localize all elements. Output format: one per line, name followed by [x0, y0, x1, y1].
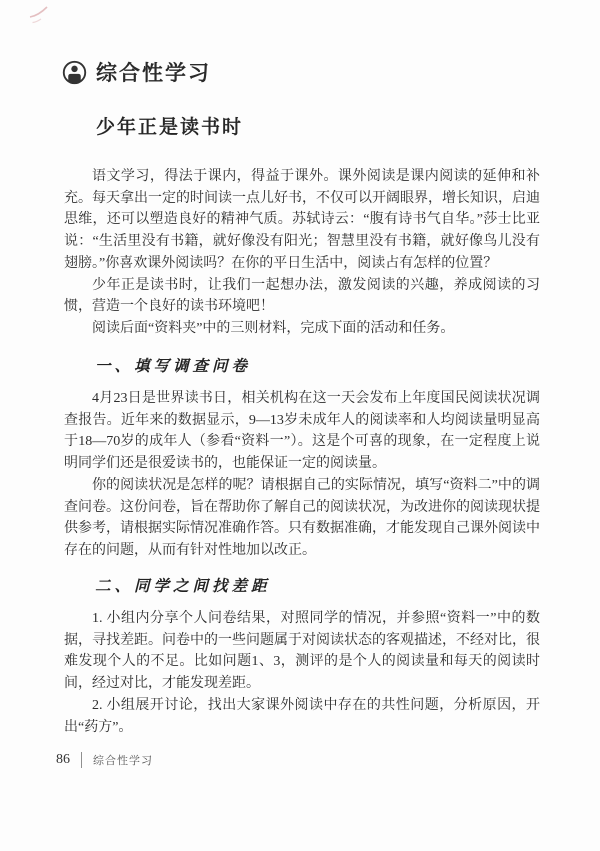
unit-header-label: 综合性学习 [96, 62, 211, 85]
page-number: 86 [56, 752, 70, 767]
red-pen-stroke-mark [26, 3, 52, 34]
intro-paragraph: 少年正是读书时，让我们一起想办法，激发阅读的兴趣，养成阅读的习惯，营造一个良好的读书环境吧！ [64, 277, 540, 315]
page-footer [56, 752, 153, 768]
section-1-heading: 一、填写调查问卷 [95, 358, 252, 375]
unit-header [62, 57, 211, 87]
section-2-list-item: 2. 小组展开讨论，找出大家课外阅读中存在的共性问题，分析原因，开出“药方”。 [64, 697, 540, 735]
page-title: 少年正是读书时 [96, 117, 244, 138]
section-1-paragraph: 你的阅读状况是怎样的呢？请根据自己的实际情况，填写“资料二”中的调查问卷。这份问卷，旨在帮助你了解自己的阅读状况，为改进你的阅读现状提供参考，请根据实际情况准确作答。只有数据准确，才能发现自己课外阅读中存在的问题，从而有针对性地加以改正。 [64, 477, 540, 558]
section-1-body [64, 388, 540, 562]
intro-paragraph: 语文学习，得法于课内，得益于课外。课外阅读是课内阅读的延伸和补充。每天拿出一定的时间读一点儿好书，不仅可以开阔眼界，增长知识，启迪思维，还可以塑造良好的精神气质。苏轼诗云：“腹有诗书气自华。”莎士比亚说：“生活里没有书籍，就好像没有阳光；智慧里没有书籍，就好像鸟儿没有翅膀。”你喜欢课外阅读吗？在你的平日生活中，阅读占有怎样的位置？ [64, 169, 540, 271]
intro-paragraph: 阅读后面“资料夹”中的三则材料，完成下面的活动和任务。 [92, 320, 455, 336]
section-1-paragraph: 4月23日是世界读书日，相关机构在这一天会发布上年度国民阅读状况调查报告。近年来的数据显示，9—13岁未成年人的阅读率和人均阅读量明显高于18—70岁的成年人（参看“资料一”）。这是个可喜的现象，在一定程度上说明同学们还是很爱读书的，也能保证一定的阅读量。 [64, 391, 540, 472]
footer-divider [81, 752, 82, 768]
section-2-body [64, 608, 540, 738]
footer-chapter-label: 综合性学习 [93, 755, 153, 767]
section-2-list-item: 1. 小组内分享个人问卷结果，对照同学的情况，并参照“资料一”中的数据，寻找差距。问卷中的一些问题属于对阅读状态的客观描述，不经对比，很难发现个人的不足。比如问题1、3，测评的是个人的阅读量和每天的阅读时间，经过对比，才能发现差距。 [64, 611, 540, 692]
intro-text [64, 166, 540, 340]
person-circle-icon [62, 60, 87, 85]
section-2-heading: 二、同学之间找差距 [95, 578, 271, 595]
